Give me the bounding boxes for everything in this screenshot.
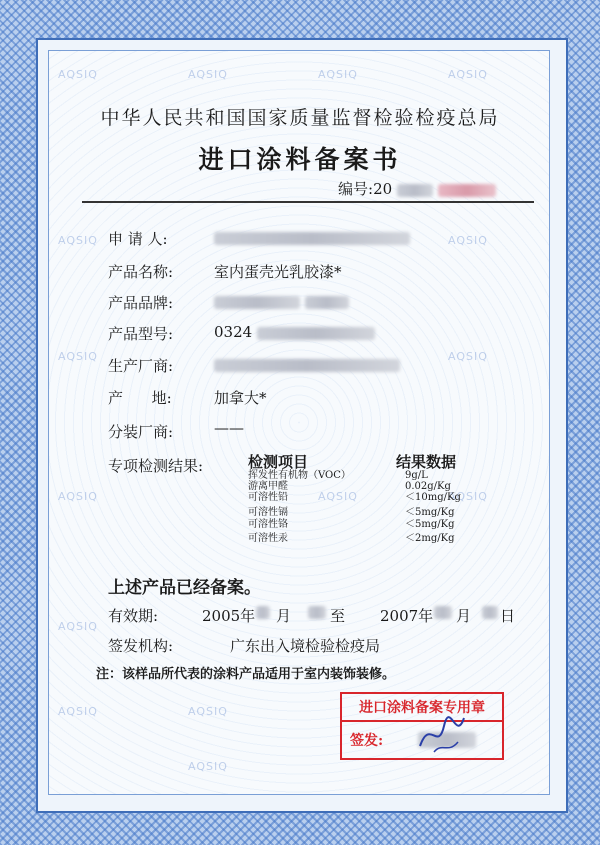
issuer-label: 签发机构: — [108, 637, 174, 655]
test-result: 9g/L — [405, 470, 428, 481]
applicant-value — [214, 228, 410, 246]
redacted-block — [256, 606, 270, 619]
product-brand-value — [214, 292, 349, 310]
product-name-label: 产品名称: — [108, 263, 174, 281]
origin-label: 产 地: — [108, 389, 172, 407]
validity-end-month: 月 — [456, 607, 472, 625]
validity-end-year: 2007年 — [380, 607, 434, 625]
validity-to: 至 — [330, 607, 346, 625]
test-item: 可溶性汞 — [248, 533, 288, 544]
watermark: AQSIQ — [58, 620, 98, 633]
packager-label: 分装厂商: — [108, 423, 174, 441]
redacted-block — [257, 327, 375, 340]
redacted-block — [214, 232, 410, 245]
issuer-value: 广东出入境检验检疫局 — [230, 637, 381, 655]
validity-end-day: 日 — [500, 607, 516, 625]
header-divider — [82, 201, 534, 203]
usage-note: 注：该样品所代表的涂料产品适用于室内装饰装修。 — [96, 667, 396, 682]
stamp-sign-label: 签发: — [350, 733, 384, 749]
test-result: ＜10mg/Kg — [405, 492, 461, 503]
test-result: ＜5mg/Kg — [405, 507, 455, 518]
validity-start-month: 月 — [276, 607, 292, 625]
redacted-block — [434, 606, 452, 619]
origin-value: 加拿大* — [214, 389, 267, 407]
watermark: AQSIQ — [448, 68, 488, 81]
watermark: AQSIQ — [448, 350, 488, 363]
packager-value: —— — [214, 419, 244, 437]
product-name-value: 室内蛋壳光乳胶漆* — [214, 263, 342, 281]
watermark: AQSIQ — [58, 490, 98, 503]
test-result: ＜2mg/Kg — [405, 533, 455, 544]
test-item: 挥发性有机物（VOC） — [248, 470, 351, 481]
product-brand-label: 产品品牌: — [108, 294, 174, 312]
redacted-block — [214, 359, 400, 372]
test-result: 0.02g/Kg — [405, 481, 451, 492]
document-title: 进口涂料备案书 — [198, 145, 402, 174]
redacted-block — [482, 606, 498, 619]
watermark: AQSIQ — [318, 68, 358, 81]
watermark: AQSIQ — [318, 490, 358, 503]
stamp-title: 进口涂料备案专用章 — [359, 700, 485, 716]
test-item: 可溶性镉 — [248, 507, 288, 518]
product-model-label: 产品型号: — [108, 325, 174, 343]
validity-start-year: 2005年 — [202, 607, 256, 625]
watermark: AQSIQ — [188, 68, 228, 81]
watermark: AQSIQ — [448, 234, 488, 247]
redacted-block — [397, 184, 433, 197]
product-model-value: 0324 — [214, 323, 375, 341]
watermark: AQSIQ — [58, 350, 98, 363]
official-stamp — [340, 692, 504, 760]
validity-label: 有效期: — [108, 607, 159, 625]
issuing-authority: 中华人民共和国国家质量监督检验检疫总局 — [100, 107, 500, 129]
manufacturer-label: 生产厂商: — [108, 357, 174, 375]
watermark: AQSIQ — [58, 234, 98, 247]
handwritten-signature — [412, 712, 472, 756]
watermark: AQSIQ — [188, 760, 228, 773]
watermark: AQSIQ — [58, 705, 98, 718]
certificate-number — [338, 178, 496, 199]
watermark: AQSIQ — [188, 705, 228, 718]
test-result-header: 结果数据 — [396, 453, 457, 471]
filing-notice: 上述产品已经备案。 — [108, 578, 261, 598]
test-item: 游离甲醛 — [248, 481, 288, 492]
test-item: 可溶性铬 — [248, 519, 288, 530]
test-item: 可溶性铅 — [248, 492, 288, 503]
redacted-block — [214, 296, 300, 309]
manufacturer-value — [214, 355, 400, 373]
redacted-block — [305, 296, 349, 309]
tests-label: 专项检测结果: — [108, 457, 204, 475]
test-item-header: 检测项目 — [248, 453, 309, 471]
watermark: AQSIQ — [58, 68, 98, 81]
watermark: AQSIQ — [448, 490, 488, 503]
test-result: ＜5mg/Kg — [405, 519, 455, 530]
redacted-block — [308, 606, 326, 619]
applicant-label: 申 请 人: — [108, 230, 168, 248]
redacted-block — [438, 184, 496, 197]
cert-no-value: 20 — [373, 180, 393, 198]
cert-no-label: 编号: — [338, 180, 374, 198]
